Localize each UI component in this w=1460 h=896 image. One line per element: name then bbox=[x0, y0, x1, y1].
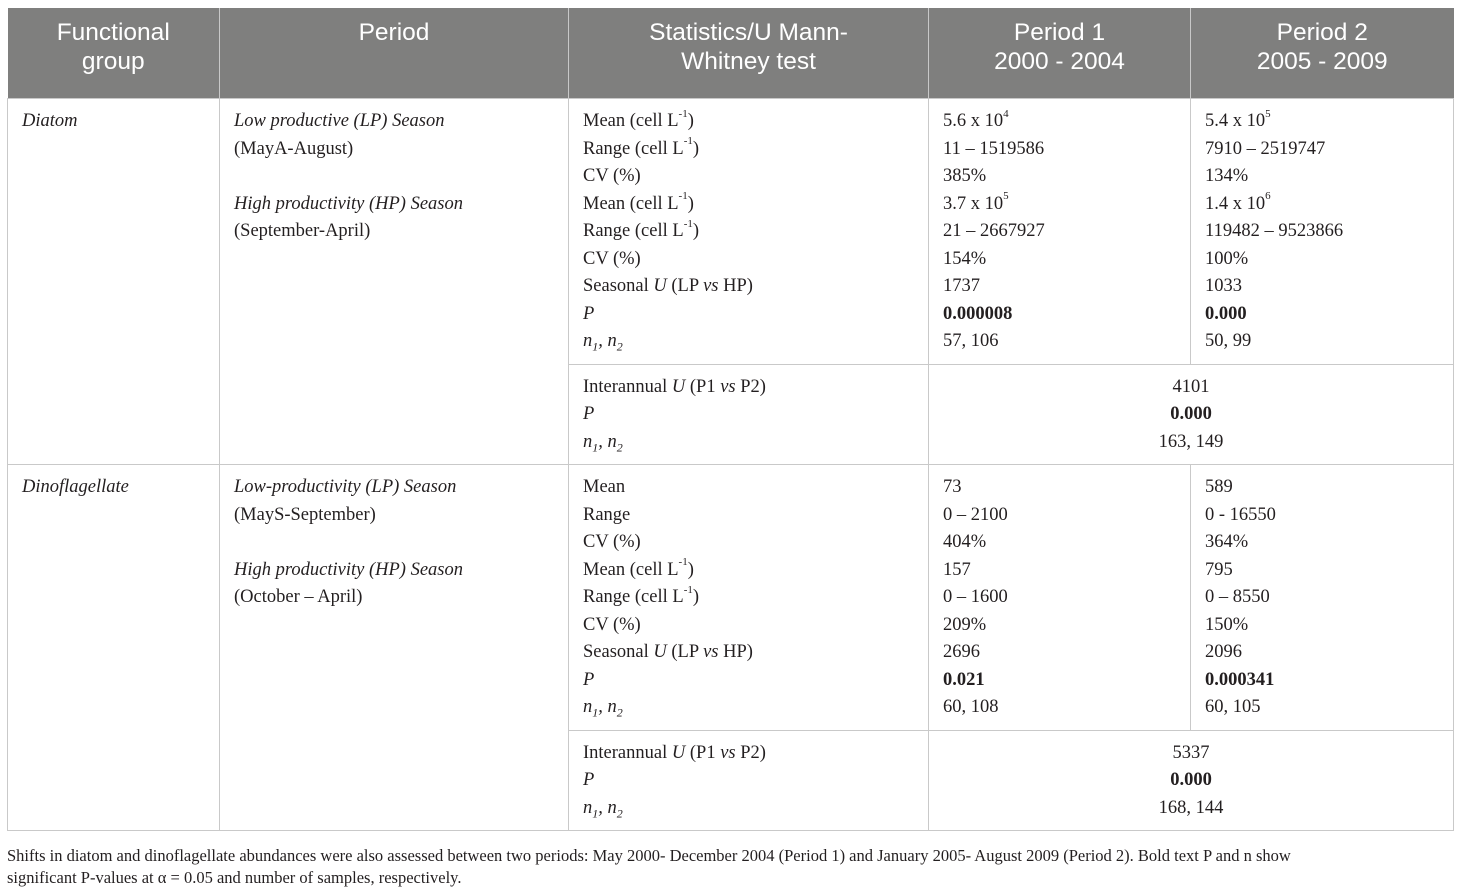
diatom-interannual-values: 4101 0.000 163, 149 bbox=[929, 364, 1454, 465]
data-table bbox=[7, 8, 1454, 831]
dino-period-2-values: 589 0 - 16550 364% 795 0 – 8550 150% 2096 0.000341 60, 105 bbox=[1191, 465, 1454, 731]
stats-dino-interannual: Interannual U (P1 vs P2) P $n_1$, $n_2$ bbox=[569, 730, 929, 831]
group-diatom: Diatom bbox=[8, 99, 220, 465]
table-caption bbox=[7, 845, 1453, 889]
header-period-1: Period 1 2000 - 2004 bbox=[929, 8, 1191, 99]
stats-diatom-interannual: Interannual U (P1 vs P2) P $n_1$, $n_2$ bbox=[569, 364, 929, 465]
diatom-period-1-values: 5.6 x $10^4$ 11 – 1519586 385% 3.7 x $10^5$ 21 – 2667927 154% 1737 0.000008 57, 106 bbox=[929, 99, 1191, 365]
header-functional-group: Functional group bbox=[8, 8, 220, 99]
dino-period-1-values: 73 0 – 2100 404% 157 0 – 1600 209% 2696 0.021 60, 108 bbox=[929, 465, 1191, 731]
stats-dino-seasonal: Mean Range CV (%) Mean (cell $L^{-1}$) Range (cell $L^{-1}$) CV (%) Seasonal U (LP vs HP) P $n_1$, $n_2$ bbox=[569, 465, 929, 731]
table-row-dino-seasonal bbox=[8, 465, 1454, 731]
stats-diatom-seasonal: Mean (cell $L^{-1}$) Range (cell $L^{-1}$) CV (%) Mean (cell $L^{-1}$) Range (cell $L^{-1}$) CV (%) Seasonal U (LP vs HP) P $n_1$, $n_2$ bbox=[569, 99, 929, 365]
caption-line-1: Shifts in diatom and dinoflagellate abundances were also assessed between two periods: May 2000- December 2004 (Period 1) and January 2005- August 2009 (Period 2). Bold text P and n show bbox=[7, 846, 1291, 865]
diatom-period-2-values: 5.4 x $10^5$ 7910 – 2519747 134% 1.4 x $10^6$ 119482 – 9523866 100% 1033 0.000 50, 99 bbox=[1191, 99, 1454, 365]
header-period-2: Period 2 2005 - 2009 bbox=[1191, 8, 1454, 99]
period-diatom: Low productive (LP) Season (MayA-August) High productivity (HP) Season (September-April) bbox=[220, 99, 569, 465]
caption-line-2: significant P-values at α = 0.05 and number of samples, respectively. bbox=[7, 868, 462, 887]
period-dinoflagellate: Low-productivity (LP) Season (MayS-September) High productivity (HP) Season (October – April) bbox=[220, 465, 569, 831]
dino-interannual-values: 5337 0.000 168, 144 bbox=[929, 730, 1454, 831]
group-dinoflagellate: Dinoflagellate bbox=[8, 465, 220, 831]
header-statistics: Statistics/U Mann- Whitney test bbox=[569, 8, 929, 99]
header-period: Period bbox=[220, 8, 569, 99]
table-row-diatom-seasonal bbox=[8, 99, 1454, 365]
header-row bbox=[8, 8, 1454, 99]
